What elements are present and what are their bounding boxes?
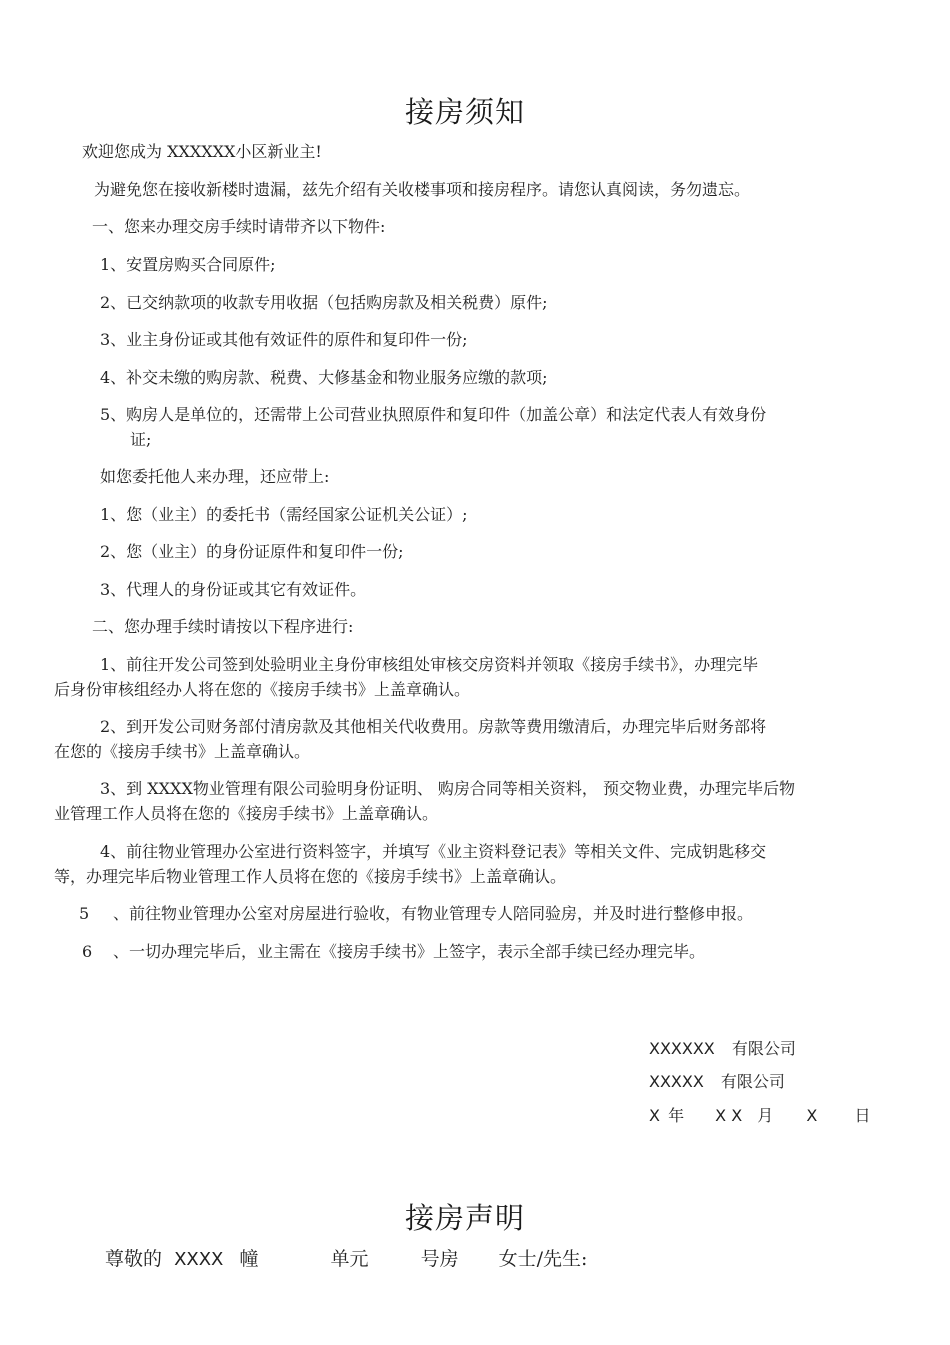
- list-item: 4、补交未缴的购房款、税费、大修基金和物业服务应缴的款项;: [100, 368, 548, 387]
- address-prefix: 尊敬的: [105, 1248, 163, 1270]
- date-month-label: 月: [757, 1106, 774, 1125]
- step-paragraph: 2、到开发公司财务部付清房款及其他相关代收费用。房款等费用缴清后，办理完毕后财务部将: [100, 717, 767, 736]
- step-paragraph: 、一切办理完毕后，业主需在《接房手续书》上签字，表示全部手续已经办理完毕。: [113, 942, 706, 961]
- step-number: 6: [82, 942, 93, 961]
- unit-label: 单元: [330, 1248, 369, 1270]
- greeting: 欢迎您成为 XXXXXX小区新业主!: [82, 142, 322, 161]
- list-item: 2、已交纳款项的收款专用收据（包括购房款及相关税费）原件;: [100, 293, 548, 312]
- signature-company-1: [649, 1036, 796, 1059]
- signature-date: [649, 1103, 870, 1126]
- building-label: 幢: [239, 1248, 259, 1270]
- list-item-continuation: 证;: [130, 430, 152, 449]
- room-label: 号房: [420, 1248, 459, 1270]
- date-day-value: X: [806, 1106, 818, 1125]
- company-name: XXXXXX: [649, 1039, 715, 1058]
- section-heading-2: 二、您办理手续时请按以下程序进行:: [92, 617, 354, 636]
- page-title-2: 接房声明: [405, 1201, 526, 1235]
- step-paragraph-continuation: 在您的《接房手续书》上盖章确认。: [54, 742, 311, 761]
- step-number: 5: [79, 904, 90, 923]
- step-paragraph: 3、到 XXXX物业管理有限公司验明身份证明、 购房合同等相关资料， 预交物业费，办理完毕后物: [100, 779, 796, 798]
- building-value: XXXX: [174, 1249, 224, 1270]
- date-year-label: 年: [668, 1106, 685, 1125]
- list-item: 1、安置房购买合同原件;: [100, 255, 276, 274]
- address-line: [105, 1244, 587, 1271]
- step-paragraph-continuation: 业管理工作人员将在您的《接房手续书》上盖章确认。: [54, 804, 439, 823]
- company-suffix: 有限公司: [731, 1039, 796, 1058]
- list-item: 5、购房人是单位的，还需带上公司营业执照原件和复印件（加盖公章）和法定代表人有效身份: [100, 405, 767, 424]
- step-paragraph-continuation: 等，办理完毕后物业管理工作人员将在您的《接房手续书》上盖章确认。: [54, 867, 567, 886]
- step-paragraph: 1、前往开发公司签到处验明业主身份审核组处审核交房资料并领取《接房手续书》，办理完毕: [100, 655, 759, 674]
- company-suffix: 有限公司: [720, 1072, 785, 1091]
- page-title: 接房须知: [405, 95, 526, 129]
- company-name: XXXXX: [649, 1072, 704, 1091]
- list-item: 2、您（业主）的身份证原件和复印件一份;: [100, 542, 404, 561]
- step-paragraph: 4、前往物业管理办公室进行资料签字，并填写《业主资料登记表》等相关文件、完成钥匙移交: [100, 842, 767, 861]
- list-item: 3、业主身份证或其他有效证件的原件和复印件一份;: [100, 330, 468, 349]
- section-heading-1: 一、您来办理交房手续时请带齐以下物件:: [92, 217, 386, 236]
- step-paragraph: 、前往物业管理办公室对房屋进行验收，有物业管理专人陪同验房，并及时进行整修申报。: [113, 904, 754, 923]
- step-paragraph-continuation: 后身份审核组经办人将在您的《接房手续书》上盖章确认。: [54, 680, 471, 699]
- list-item: 3、代理人的身份证或其它有效证件。: [100, 580, 367, 599]
- intro-paragraph: 为避免您在接收新楼时遗漏，兹先介绍有关收楼事项和接房程序。请您认真阅读，务勿遗忘。: [94, 180, 751, 199]
- signature-company-2: [649, 1069, 785, 1092]
- salutation: 女士/先生:: [498, 1248, 588, 1270]
- date-month-value: X X: [715, 1106, 743, 1125]
- list-item: 1、您（业主）的委托书（需经国家公证机关公证）;: [100, 505, 468, 524]
- date-year-value: X: [649, 1106, 660, 1125]
- delegate-intro: 如您委托他人来办理，还应带上:: [100, 467, 330, 486]
- date-day-label: 日: [854, 1106, 871, 1125]
